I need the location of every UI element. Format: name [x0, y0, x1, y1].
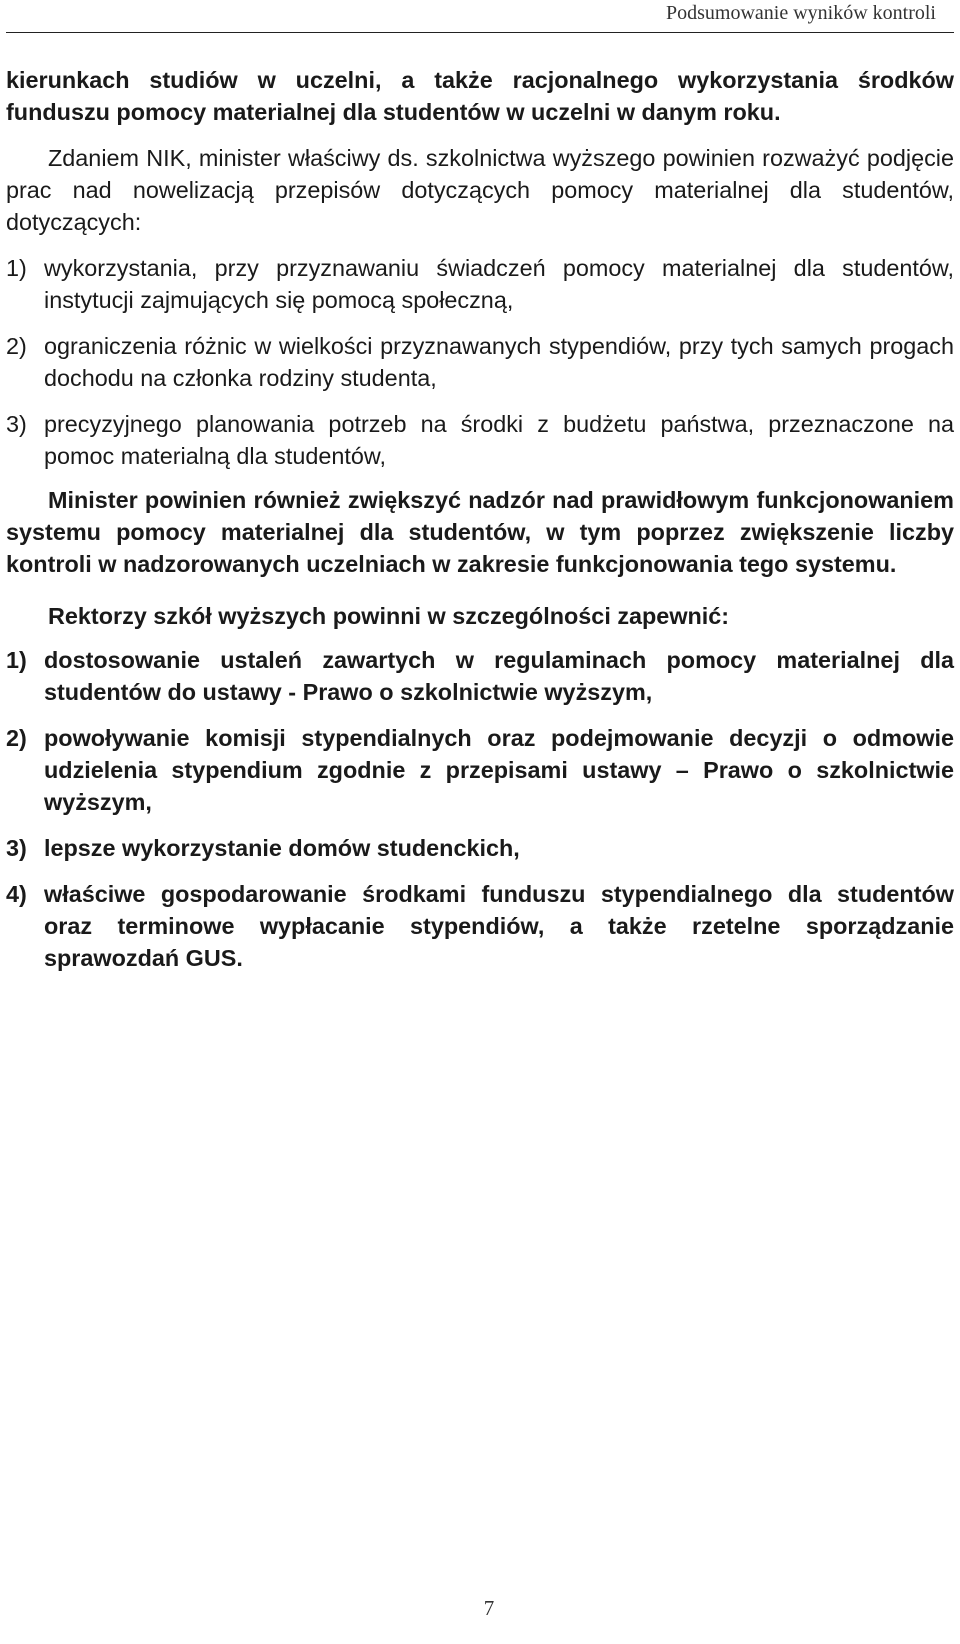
- list-item: [6, 878, 954, 974]
- list-item-text: ograniczenia różnic w wielkości przyznawanych stypendiów, przy tych samych progach dochodu na członka rodziny studenta,: [44, 333, 954, 391]
- list-item: [6, 408, 954, 472]
- paragraph-continuation: kierunkach studiów w uczelni, a także racjonalnego wykorzystania środków funduszu pomocy materialnej dla studentów w uczelni w danym roku.: [6, 67, 954, 125]
- paragraph-rectors-intro: Rektorzy szkół wyższych powinni w szczególności zapewnić:: [48, 603, 730, 629]
- list-item-text: właściwe gospodarowanie środkami funduszu stypendialnego dla studentów oraz terminowe wypłacanie stypendiów, a także rzetelne sporządzanie sprawozdań GUS.: [44, 881, 954, 971]
- list-item-number: 2): [6, 725, 27, 751]
- page-number: 7: [483, 1596, 495, 1620]
- paragraph-nik-opinion: Zdaniem NIK, minister właściwy ds. szkolnictwa wyższego powinien rozważyć podjęcie prac nad nowelizacją przepisów dotyczących pomocy materialnej dla studentów, dotyczących:: [6, 145, 954, 235]
- document-body: [6, 64, 954, 974]
- list-item-number: 2): [6, 333, 27, 359]
- list-item-number: 3): [6, 835, 27, 861]
- header-rule: [6, 32, 954, 33]
- list-item-number: 1): [6, 647, 27, 673]
- list-item: [6, 330, 954, 394]
- running-header: Podsumowanie wyników kontroli: [666, 2, 936, 24]
- paragraph-minister-supervision: Minister powinien również zwiększyć nadzór nad prawidłowym funkcjonowaniem systemu pomocy materialnej dla studentów, w tym poprzez zwiększenie liczby kontroli w nadzorowanych uczelniach w zakresie funkcjonowania tego systemu.: [6, 487, 954, 577]
- list-item: [6, 644, 954, 708]
- rector-recommendations-list: [6, 644, 954, 974]
- list-item-text: lepsze wykorzystanie domów studenckich,: [44, 835, 520, 861]
- list-item: [6, 832, 954, 864]
- list-item: [6, 252, 954, 316]
- minister-recommendations-list: [6, 252, 954, 472]
- list-item-text: dostosowanie ustaleń zawartych w regulaminach pomocy materialnej dla studentów do ustawy - Prawo o szkolnictwie wyższym,: [44, 647, 954, 705]
- list-item-text: powoływanie komisji stypendialnych oraz podejmowanie decyzji o odmowie udzielenia stypendium zgodnie z przepisami ustawy – Prawo o szkolnictwie wyższym,: [44, 725, 954, 815]
- list-item-number: 3): [6, 411, 27, 437]
- list-item-number: 1): [6, 255, 27, 281]
- list-item-text: wykorzystania, przy przyznawaniu świadczeń pomocy materialnej dla studentów, instytucji zajmujących się pomocą społeczną,: [44, 255, 954, 313]
- list-item-text: precyzyjnego planowania potrzeb na środki z budżetu państwa, przeznaczone na pomoc materialną dla studentów,: [44, 411, 954, 469]
- list-item: [6, 722, 954, 818]
- list-item-number: 4): [6, 881, 27, 907]
